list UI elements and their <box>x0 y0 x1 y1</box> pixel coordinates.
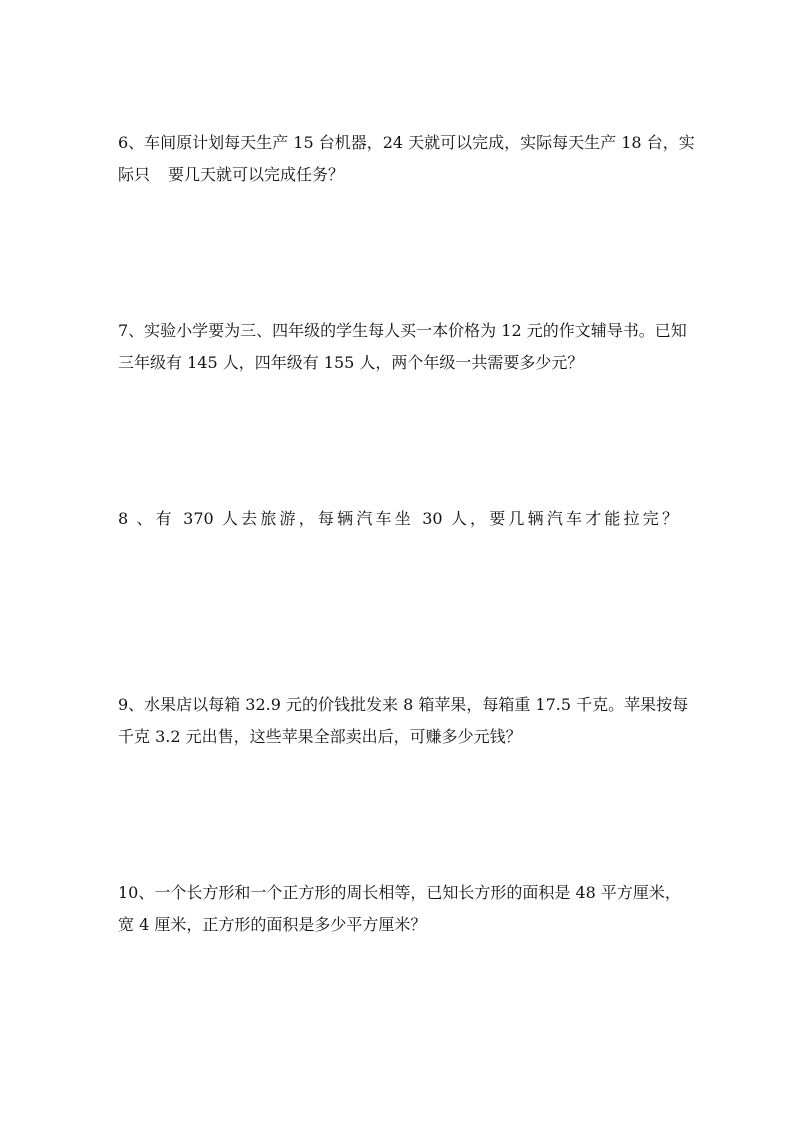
problem-6-line-1: 6、车间原计划每天生产 15 台机器，24 天就可以完成，实际每天生产 18 台，实 <box>118 133 695 152</box>
problem-7 <box>118 315 687 379</box>
problem-8 <box>118 503 678 535</box>
problem-6-line-2 <box>118 159 678 191</box>
problem-10 <box>118 877 681 941</box>
problem-6-line-2-end: 要几天就可以完成任务？ <box>168 165 345 184</box>
problem-7-line-2: 三年级有 145 人，四年级有 155 人，两个年级一共需要多少元？ <box>118 353 584 372</box>
problem-6 <box>118 127 695 191</box>
problem-10-line-2: 宽 4 厘米，正方形的面积是多少平方厘米？ <box>118 915 427 934</box>
problem-9 <box>118 689 689 753</box>
problem-9-line-2: 千克 3.2 元出售，这些苹果全部卖出后，可赚多少元钱？ <box>118 727 522 746</box>
problem-9-line-1: 9、水果店以每箱 32.9 元的价钱批发来 8 箱苹果，每箱重 17.5 千克。苹果按每 <box>118 695 689 714</box>
problem-7-line-1: 7、实验小学要为三、四年级的学生每人买一本价格为 12 元的作文辅导书。已知 <box>118 321 687 340</box>
problem-6-line-2-start: 际只 <box>118 165 151 184</box>
problem-10-line-1: 10、一个长方形和一个正方形的周长相等，已知长方形的面积是 48 平方厘米， <box>118 883 681 902</box>
problem-8-line-1: 8 、有 370 人去旅游，每辆汽车坐 30 人，要几辆汽车才能拉完？ <box>118 509 678 528</box>
